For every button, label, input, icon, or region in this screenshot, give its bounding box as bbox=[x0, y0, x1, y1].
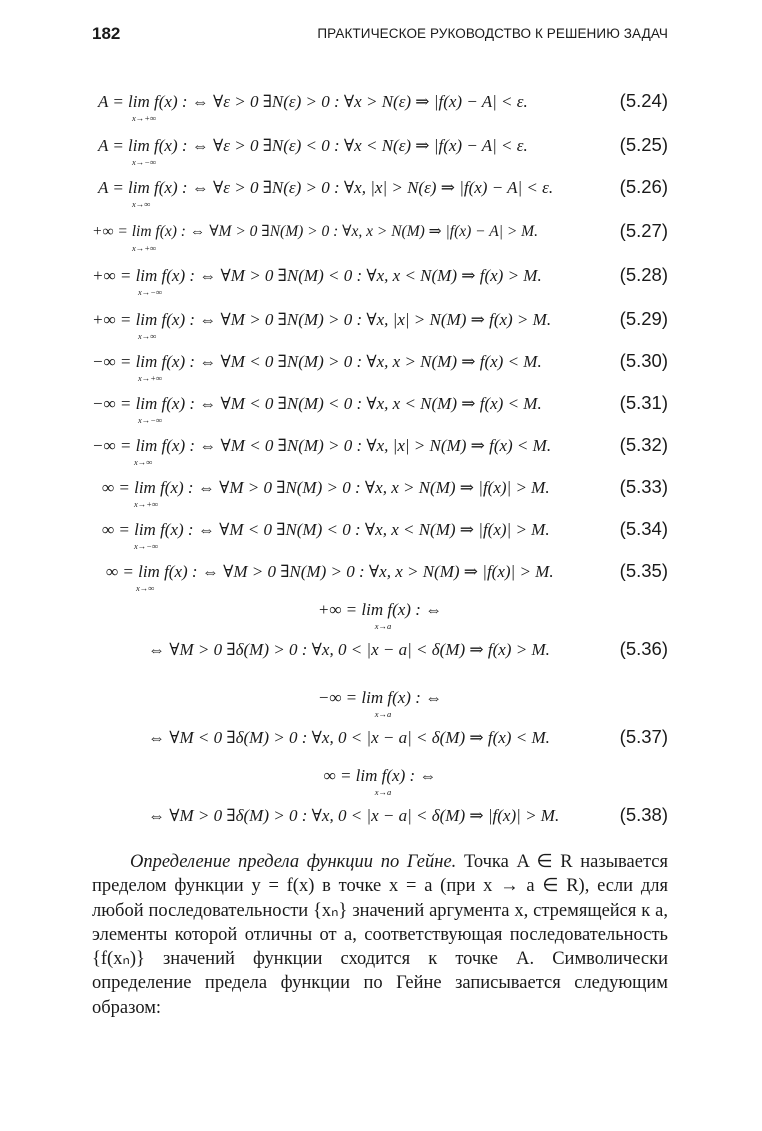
formula-5-38 bbox=[92, 806, 668, 850]
formula-5-34 bbox=[92, 520, 668, 564]
definition-lead: Определение предела функции по Гейне. bbox=[130, 852, 457, 872]
running-head: ПРАКТИЧЕСКОЕ РУКОВОДСТВО К РЕШЕНИЮ ЗАДАЧ bbox=[317, 26, 668, 41]
formula-limit-subscript: x→+∞ bbox=[134, 499, 159, 509]
formula-text: +∞ = lim f(x) : ⇔ ∀M > 0 ∃N(M) < 0 : ∀x, x < N(M) ⇒ f(x) > M. bbox=[92, 266, 542, 285]
formula-limit-subscript: x→−∞ bbox=[134, 541, 159, 551]
equation-number: (5.38) bbox=[619, 804, 668, 825]
equation-number: (5.24) bbox=[619, 90, 668, 111]
formula-limit-subscript: x→a bbox=[374, 709, 392, 719]
definition-body: Точка A ∈ R называется пределом функции y = f(x) в точке x = a (при x → a ∈ R), если для любой последовательности {xₙ} значений аргумента x, стремящейся к a, элементы которой отличны от a, соответствующая последовательность {f(xₙ)} значений функции сходится к точке A. Символически определение предела функции по Гейне записывается следующим образом: bbox=[92, 852, 668, 1018]
formula-5-28 bbox=[92, 266, 668, 310]
equation-number: (5.31) bbox=[619, 392, 668, 413]
formula-text: ∞ = lim f(x) : ⇔ ∀M > 0 ∃N(M) > 0 : ∀x, x > N(M) ⇒ |f(x)| > M. bbox=[106, 562, 554, 581]
formula-5-32 bbox=[92, 436, 668, 480]
heine-definition-paragraph bbox=[92, 850, 668, 1020]
equation-number: (5.30) bbox=[619, 350, 668, 371]
formula-limit-subscript: x→+∞ bbox=[132, 243, 157, 253]
formula-limit-subscript: x→∞ bbox=[136, 583, 155, 593]
formula-5-26 bbox=[92, 178, 668, 222]
formula-text: −∞ = lim f(x) : ⇔ ∀M < 0 ∃N(M) < 0 : ∀x, x < N(M) ⇒ f(x) < M. bbox=[92, 394, 542, 413]
formula-5-36-top bbox=[92, 600, 668, 636]
formula-text: A = lim f(x) : ⇔ ∀ε > 0 ∃N(ε) > 0 : ∀x, |x| > N(ε) ⇒ |f(x) − A| < ε. bbox=[98, 178, 554, 197]
formula-5-24 bbox=[92, 92, 668, 136]
formula-limit-subscript: x→−∞ bbox=[138, 415, 163, 425]
formula-text: ⇔ ∀M > 0 ∃δ(M) > 0 : ∀x, 0 < |x − a| < δ(M) ⇒ |f(x)| > M. bbox=[148, 806, 560, 825]
formula-5-33 bbox=[92, 478, 668, 522]
formula-limit-subscript: x→a bbox=[374, 787, 392, 797]
formula-5-36 bbox=[92, 640, 668, 684]
formula-text: +∞ = lim f(x) : ⇔ bbox=[317, 600, 443, 619]
formula-text: ∞ = lim f(x) : ⇔ ∀M < 0 ∃N(M) < 0 : ∀x, x < N(M) ⇒ |f(x)| > M. bbox=[102, 520, 550, 539]
equation-number: (5.36) bbox=[619, 638, 668, 659]
formula-text: ∞ = lim f(x) : ⇔ bbox=[323, 766, 437, 785]
formula-limit-subscript: x→a bbox=[374, 621, 392, 631]
page-header bbox=[92, 24, 668, 48]
formula-limit-subscript: x→∞ bbox=[134, 457, 153, 467]
equation-number: (5.34) bbox=[619, 518, 668, 539]
formula-limit-subscript: x→−∞ bbox=[132, 157, 157, 167]
formula-text: −∞ = lim f(x) : ⇔ bbox=[317, 688, 443, 707]
equation-number: (5.32) bbox=[619, 434, 668, 455]
formula-5-37-top bbox=[92, 688, 668, 724]
formula-5-30 bbox=[92, 352, 668, 396]
formula-5-27 bbox=[92, 222, 668, 266]
formula-5-29 bbox=[92, 310, 668, 354]
formula-text: A = lim f(x) : ⇔ ∀ε > 0 ∃N(ε) < 0 : ∀x < N(ε) ⇒ |f(x) − A| < ε. bbox=[98, 136, 528, 155]
formula-limit-subscript: x→∞ bbox=[138, 331, 157, 341]
formula-text: A = lim f(x) : ⇔ ∀ε > 0 ∃N(ε) > 0 : ∀x > N(ε) ⇒ |f(x) − A| < ε. bbox=[98, 92, 528, 111]
formula-text: ⇔ ∀M < 0 ∃δ(M) > 0 : ∀x, 0 < |x − a| < δ(M) ⇒ f(x) < M. bbox=[148, 728, 550, 747]
formula-text: ∞ = lim f(x) : ⇔ ∀M > 0 ∃N(M) > 0 : ∀x, x > N(M) ⇒ |f(x)| > M. bbox=[102, 478, 550, 497]
formula-limit-subscript: x→+∞ bbox=[138, 373, 163, 383]
equation-number: (5.26) bbox=[619, 176, 668, 197]
equation-number: (5.29) bbox=[619, 308, 668, 329]
formula-text: +∞ = lim f(x) : ⇔ ∀M > 0 ∃N(M) > 0 : ∀x, |x| > N(M) ⇒ f(x) > M. bbox=[92, 310, 552, 329]
formula-limit-subscript: x→∞ bbox=[132, 199, 151, 209]
formula-5-31 bbox=[92, 394, 668, 438]
equation-number: (5.37) bbox=[619, 726, 668, 747]
formula-text: −∞ = lim f(x) : ⇔ ∀M < 0 ∃N(M) > 0 : ∀x, x > N(M) ⇒ f(x) < M. bbox=[92, 352, 542, 371]
formula-limit-subscript: x→−∞ bbox=[138, 287, 163, 297]
equation-number: (5.33) bbox=[619, 476, 668, 497]
formula-limit-subscript: x→+∞ bbox=[132, 113, 157, 123]
formula-5-25 bbox=[92, 136, 668, 180]
equation-number: (5.25) bbox=[619, 134, 668, 155]
equation-number: (5.27) bbox=[619, 220, 668, 241]
equation-number: (5.35) bbox=[619, 560, 668, 581]
formula-text: ⇔ ∀M > 0 ∃δ(M) > 0 : ∀x, 0 < |x − a| < δ(M) ⇒ f(x) > M. bbox=[148, 640, 550, 659]
formula-text: +∞ = lim f(x) : ⇔ ∀M > 0 ∃N(M) > 0 : ∀x, x > N(M) ⇒ |f(x) − A| > M. bbox=[92, 223, 538, 240]
equation-number: (5.28) bbox=[619, 264, 668, 285]
formula-5-38-top bbox=[92, 766, 668, 802]
formula-text: −∞ = lim f(x) : ⇔ ∀M < 0 ∃N(M) > 0 : ∀x, |x| > N(M) ⇒ f(x) < M. bbox=[92, 436, 552, 455]
page-number: 182 bbox=[92, 24, 121, 43]
